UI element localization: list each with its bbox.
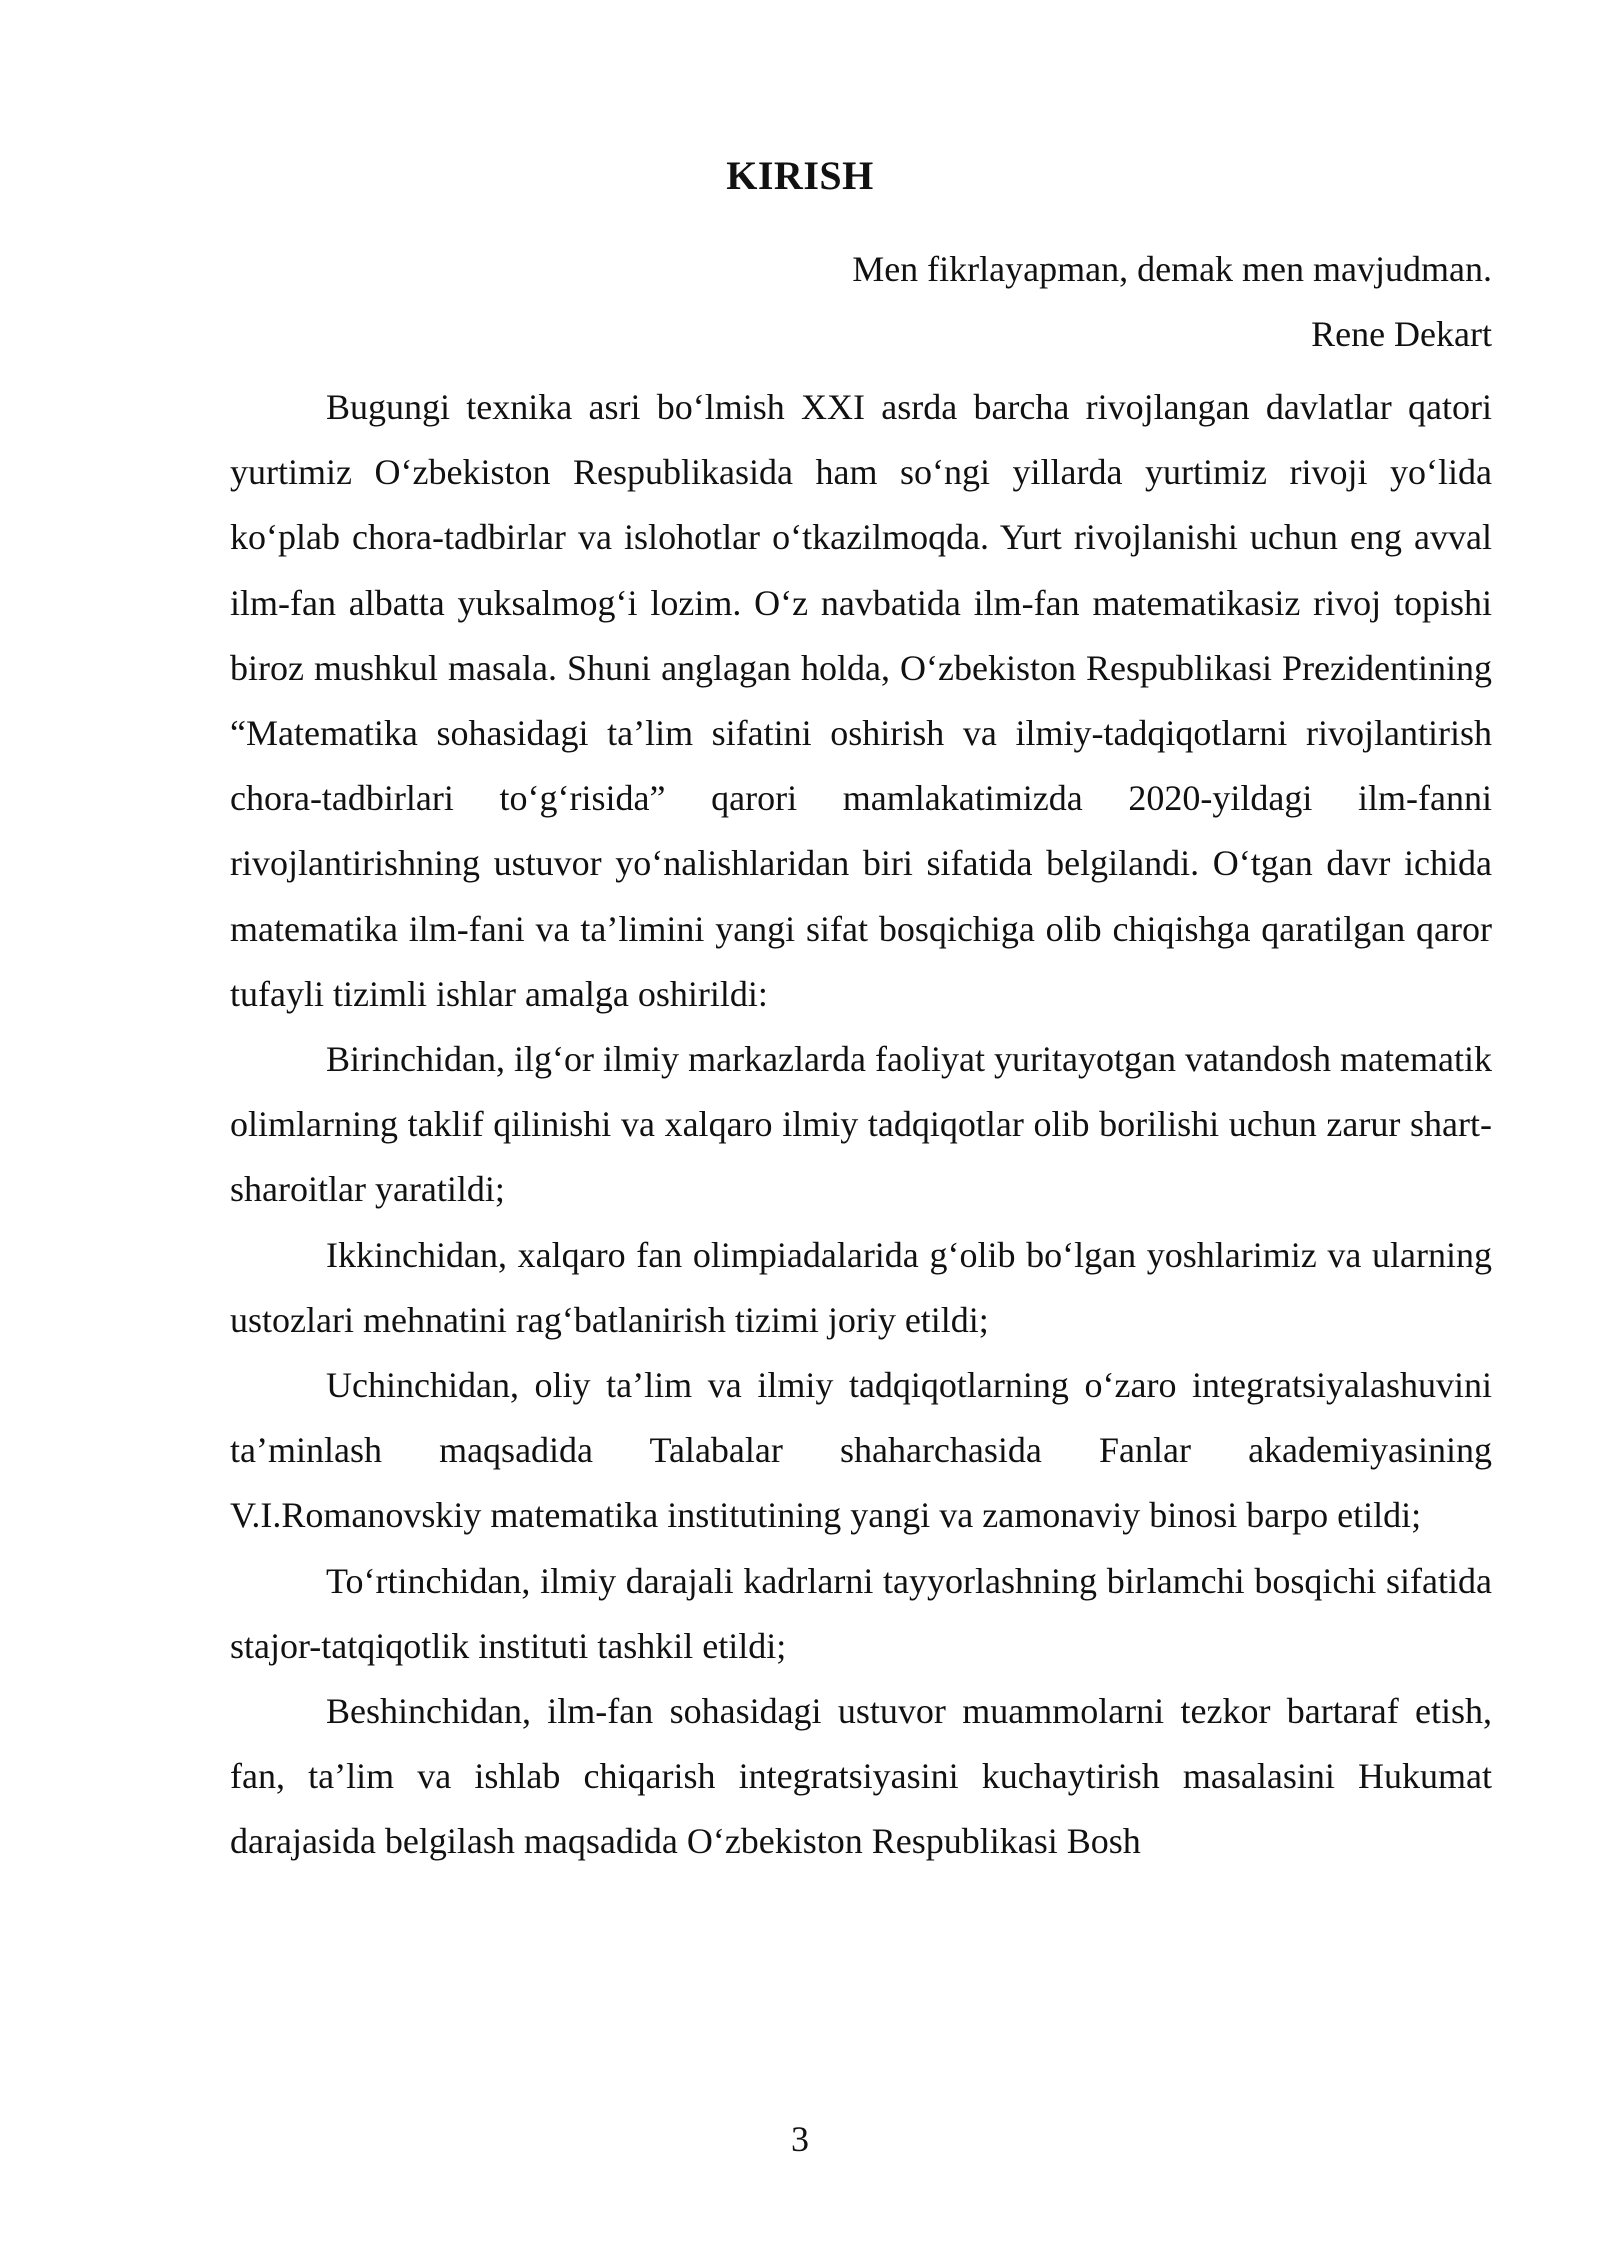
paragraph-intro: Bugungi texnika asri bo‘lmish XXI asrda barcha rivojlangan davlatlar qatori yurtimiz O‘zbekiston Respublikasida ham so‘ngi yillarda yurtimiz rivoji yo‘lida ko‘plab chora-tadbirlar va islohotlar o‘tkazilmoqda. Yurt rivojlanishi uchun eng avval ilm-fan albatta yuksalmog‘i lozim. O‘z navbatida ilm-fan matematikasiz rivoj topishi biroz mushkul masala. Shuni anglagan holda, O‘zbekiston Respublikasi Prezidentining “Matematika sohasidagi ta’lim sifatini oshirish va ilmiy-tadqiqotlarni rivojlantirish chora-tadbirlari to‘g‘risida” qarori mamlakatimizda 2020-yildagi ilm-fanni rivojlantirishning ustuvor yo‘nalishlaridan biri sifatida belgilandi. O‘tgan davr ichida matematika ilm-fani va ta’limini yangi sifat bosqichiga olib chiqishga qaratilgan qaror tufayli tizimli ishlar amalga oshirildi: xyxy=(230,387,1492,1014)
paragraph-fifth: Beshinchidan, ilm-fan sohasidagi ustuvor muammolarni tezkor bartaraf etish, fan, ta’lim va ishlab chiqarish integratsiyasini kuchaytirish masalasini Hukumat darajasida belgilash maqsadida O‘zbekiston Respublikasi Bosh xyxy=(230,1691,1492,1862)
epigraph-author: Rene Dekart xyxy=(1311,314,1492,354)
paragraph-first: Birinchidan, ilg‘or ilmiy markazlarda faoliyat yuritayotgan vatandosh matematik olimlarning taklif qilinishi va xalqaro ilmiy tadqiqotlar olib borilishi uchun zarur shart-sharoitlar yaratildi; xyxy=(230,1039,1492,1210)
paragraph-third: Uchinchidan, oliy ta’lim va ilmiy tadqiqotlarning o‘zaro integratsiyalashuvini ta’minlash maqsadida Talabalar shaharchasida Fanlar akademiyasining V.I.Romanovskiy matematika institutining yangi va zamonaviy binosi barpo etildi; xyxy=(230,1365,1492,1536)
page-title: KIRISH xyxy=(726,153,874,198)
page-number: 3 xyxy=(791,2119,809,2159)
paragraph-second: Ikkinchidan, xalqaro fan olimpiadalarida g‘olib bo‘lgan yoshlarimiz va ularning ustozlari mehnatini rag‘batlanirish tizimi joriy etildi; xyxy=(230,1234,1492,1340)
paragraph-fourth: To‘rtinchidan, ilmiy darajali kadrlarni tayyorlashning birlamchi bosqichi sifatida stajor-tatqiqotlik instituti tashkil etildi; xyxy=(230,1560,1492,1666)
epigraph-quote: Men fikrlayapman, demak men mavjudman. xyxy=(852,249,1492,289)
body-text xyxy=(230,375,1492,1875)
